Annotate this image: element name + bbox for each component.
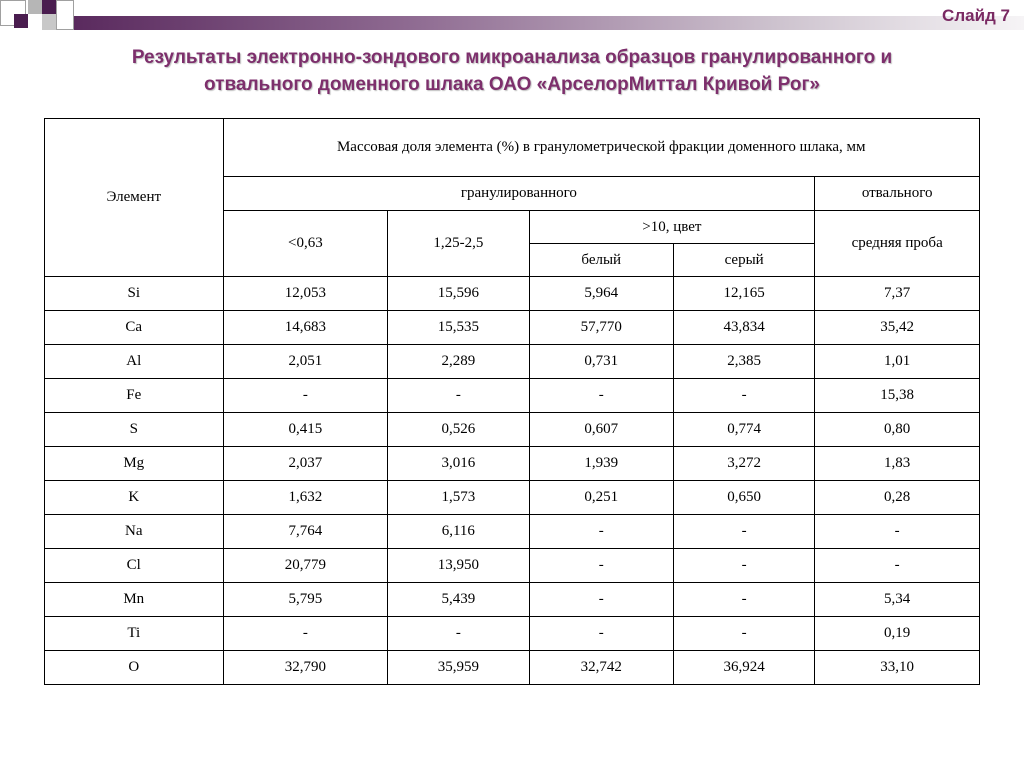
header-fraction-2: 1,25-2,5 [388, 211, 529, 277]
header-decoration [0, 0, 1024, 40]
decor-square [28, 0, 42, 14]
value-cell: - [529, 549, 674, 583]
value-cell: - [388, 617, 529, 651]
value-cell: 0,526 [388, 413, 529, 447]
table-row [45, 413, 980, 447]
value-cell: 3,016 [388, 447, 529, 481]
value-cell: 32,742 [529, 651, 674, 685]
element-cell: Si [45, 277, 224, 311]
header-white: белый [529, 244, 674, 277]
value-cell: - [674, 515, 815, 549]
title-line: Результаты электронно-зондового микроанализа образцов гранулированного и [131, 47, 893, 68]
value-cell: 35,959 [388, 651, 529, 685]
value-cell: 15,596 [388, 277, 529, 311]
value-cell: 5,34 [815, 583, 980, 617]
table-row [45, 447, 980, 481]
value-cell: 1,01 [815, 345, 980, 379]
value-cell: 0,28 [815, 481, 980, 515]
value-cell: 7,37 [815, 277, 980, 311]
value-cell: 0,415 [223, 413, 388, 447]
header-gradient-bar [74, 16, 1024, 30]
decor-square [14, 14, 28, 28]
header-gray: серый [674, 244, 815, 277]
value-cell: 20,779 [223, 549, 388, 583]
value-cell: - [674, 617, 815, 651]
element-cell: Mg [45, 447, 224, 481]
value-cell: 36,924 [674, 651, 815, 685]
value-cell: 15,535 [388, 311, 529, 345]
header-average: средняя проба [815, 211, 980, 277]
slide-number: Слайд 7 [942, 6, 1010, 25]
value-cell: 5,964 [529, 277, 674, 311]
element-cell: K [45, 481, 224, 515]
title-line: отвального доменного шлака ОАО «АрселорМиттал Кривой Рог» [204, 74, 820, 95]
value-cell: - [529, 583, 674, 617]
value-cell: 1,939 [529, 447, 674, 481]
value-cell: 5,795 [223, 583, 388, 617]
element-cell: Fe [45, 379, 224, 413]
composition-table [44, 118, 980, 685]
value-cell: 57,770 [529, 311, 674, 345]
value-cell: - [674, 379, 815, 413]
header-dump: отвального [815, 177, 980, 211]
value-cell: 7,764 [223, 515, 388, 549]
element-cell: Al [45, 345, 224, 379]
value-cell: 5,439 [388, 583, 529, 617]
value-cell: 2,037 [223, 447, 388, 481]
decor-square [42, 0, 56, 14]
header-mass-fraction [223, 119, 980, 177]
header-granulated: гранулированного [223, 177, 815, 211]
element-cell: Cl [45, 549, 224, 583]
value-cell: 0,650 [674, 481, 815, 515]
value-cell: - [815, 515, 980, 549]
value-cell: 2,289 [388, 345, 529, 379]
value-cell: 3,272 [674, 447, 815, 481]
value-cell: 14,683 [223, 311, 388, 345]
value-cell: - [674, 549, 815, 583]
element-cell: O [45, 651, 224, 685]
value-cell: 1,632 [223, 481, 388, 515]
header-element: Элемент [45, 119, 224, 277]
element-cell: Ti [45, 617, 224, 651]
value-cell: 43,834 [674, 311, 815, 345]
value-cell: 13,950 [388, 549, 529, 583]
value-cell: 12,053 [223, 277, 388, 311]
element-cell: S [45, 413, 224, 447]
table-row [45, 311, 980, 345]
decor-square [42, 14, 56, 30]
table-row [45, 379, 980, 413]
value-cell: 0,774 [674, 413, 815, 447]
value-cell: 0,80 [815, 413, 980, 447]
table-row [45, 549, 980, 583]
value-cell: - [223, 379, 388, 413]
header-mass-fraction-text: Массовая доля элемента (%) в гранулометрической фракции доменного шлака, мм [336, 139, 866, 155]
table-row [45, 651, 980, 685]
table-body [45, 277, 980, 685]
decor-square [56, 0, 74, 30]
table-row [45, 277, 980, 311]
value-cell: - [388, 379, 529, 413]
value-cell: - [815, 549, 980, 583]
value-cell: 33,10 [815, 651, 980, 685]
value-cell: - [529, 379, 674, 413]
slide-title [20, 44, 1004, 98]
value-cell: 1,83 [815, 447, 980, 481]
table-row [45, 515, 980, 549]
table-row [45, 481, 980, 515]
value-cell: 0,251 [529, 481, 674, 515]
value-cell: 6,116 [388, 515, 529, 549]
header-fraction-3: >10, цвет [529, 211, 815, 244]
table-row [45, 583, 980, 617]
value-cell: 2,051 [223, 345, 388, 379]
element-cell: Na [45, 515, 224, 549]
value-cell: - [223, 617, 388, 651]
value-cell: 2,385 [674, 345, 815, 379]
element-cell: Mn [45, 583, 224, 617]
element-cell: Ca [45, 311, 224, 345]
value-cell: - [529, 515, 674, 549]
value-cell: - [529, 617, 674, 651]
value-cell: 0,19 [815, 617, 980, 651]
value-cell: 35,42 [815, 311, 980, 345]
header-fraction-1: <0,63 [223, 211, 388, 277]
value-cell: 0,607 [529, 413, 674, 447]
value-cell: 1,573 [388, 481, 529, 515]
value-cell: 0,731 [529, 345, 674, 379]
table-row [45, 345, 980, 379]
value-cell: 32,790 [223, 651, 388, 685]
value-cell: 12,165 [674, 277, 815, 311]
value-cell: - [674, 583, 815, 617]
value-cell: 15,38 [815, 379, 980, 413]
table-row [45, 617, 980, 651]
